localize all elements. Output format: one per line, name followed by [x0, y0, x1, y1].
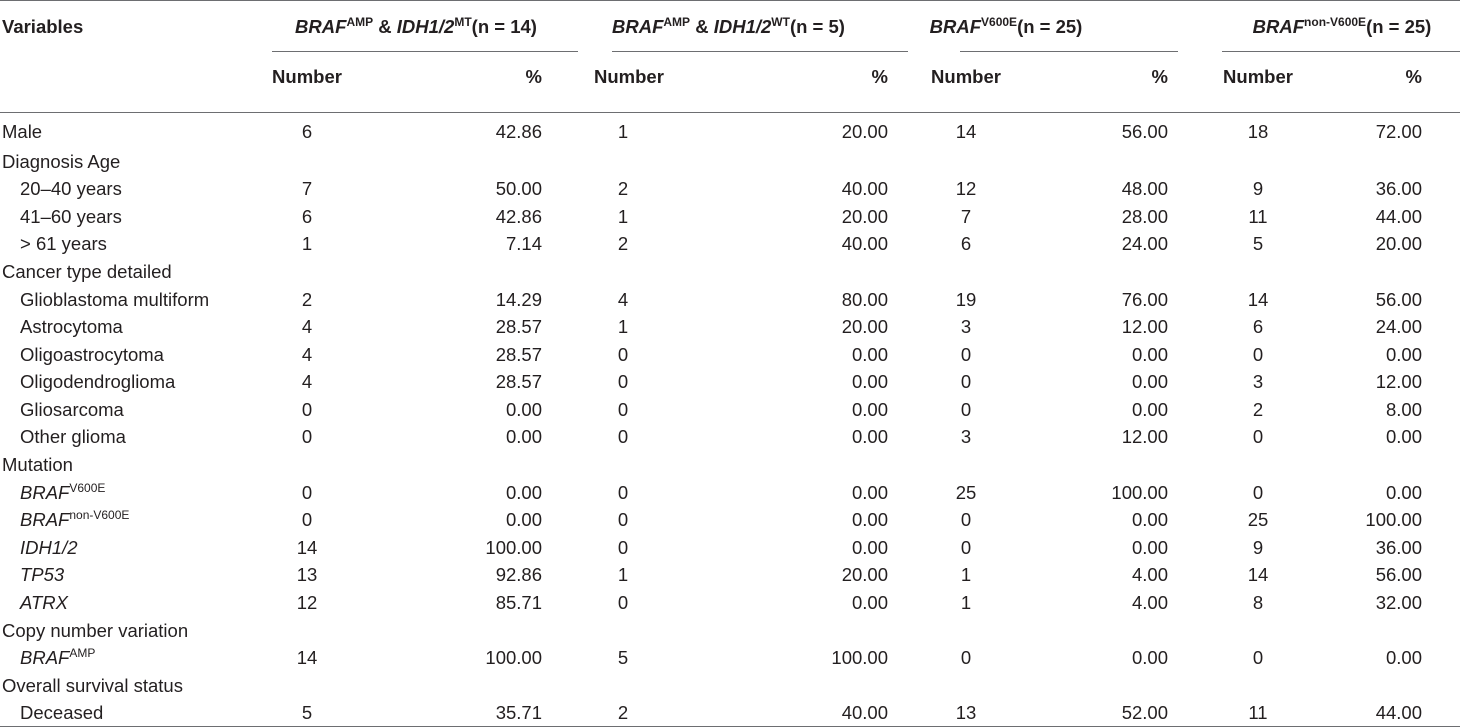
cell-number: 25 [1247, 509, 1269, 531]
cell-number: 4 [301, 343, 313, 365]
cell-number [888, 148, 1014, 176]
row-label-text: IDH1/2 [20, 536, 78, 558]
cell-number: 6 [960, 233, 972, 255]
cell-percent: 56.00 [1375, 288, 1422, 310]
cell-percent: 12.00 [1375, 371, 1422, 393]
pct-header: % [525, 66, 542, 87]
cell-percent: 4.00 [1131, 592, 1168, 614]
cell-number: 7 [301, 178, 313, 200]
row-label-text: 20–40 years [20, 178, 122, 200]
row-label-text: Mutation [2, 454, 73, 476]
cell-percent [342, 617, 548, 645]
cell-number: 6 [301, 205, 313, 227]
cell-percent: 40.00 [841, 178, 888, 200]
cell-percent [1300, 148, 1460, 176]
table-row [0, 534, 1460, 562]
row-label [0, 507, 272, 535]
cell-percent: 20.00 [841, 205, 888, 227]
cell-number: 4 [301, 371, 313, 393]
cell-number: 13 [296, 564, 318, 586]
cell-percent: 0.00 [1385, 481, 1422, 503]
row-label-text: Astrocytoma [20, 316, 123, 338]
cell-percent [342, 258, 548, 286]
group-amp: & [373, 15, 397, 37]
cell-percent: 40.00 [841, 702, 888, 724]
table-row [0, 452, 1460, 480]
group-gene2: IDH1/2 [713, 15, 772, 37]
cell-number: 8 [1252, 592, 1264, 614]
group-gene2-sup: MT [454, 14, 472, 29]
row-label [0, 286, 272, 314]
cell-percent [1014, 148, 1172, 176]
cell-percent: 52.00 [1121, 702, 1168, 724]
row-label-text: Gliosarcoma [20, 398, 124, 420]
cell-number: 5 [301, 702, 313, 724]
row-label-text: ATRX [20, 592, 68, 614]
row-label-text: Diagnosis Age [2, 150, 121, 172]
table-row [0, 203, 1460, 231]
cell-number: 1 [301, 233, 313, 255]
row-label-text: > 61 years [20, 233, 107, 255]
row-label-text: 41–60 years [20, 205, 122, 227]
cell-percent: 12.00 [1121, 316, 1168, 338]
row-label-sup: V600E [69, 480, 106, 495]
cell-number: 18 [1247, 121, 1269, 143]
variables-header: Variables [2, 15, 84, 37]
cell-percent [1014, 452, 1172, 480]
cell-number: 0 [617, 536, 629, 558]
cell-number: 0 [301, 398, 313, 420]
cell-number: 14 [296, 536, 318, 558]
cell-percent: 0.00 [851, 371, 888, 393]
cell-percent: 44.00 [1375, 702, 1422, 724]
row-label-text: Deceased [20, 702, 104, 724]
cell-percent: 35.71 [495, 702, 542, 724]
cell-percent [1300, 452, 1460, 480]
table-row [0, 562, 1460, 590]
row-label [0, 562, 272, 590]
bottom-rule [0, 726, 1460, 727]
row-label [0, 341, 272, 369]
table-row [0, 590, 1460, 618]
row-label-text: BRAF [20, 509, 70, 531]
cell-percent: 0.00 [1131, 536, 1168, 558]
cell-number [888, 617, 1014, 645]
cell-percent: 0.00 [851, 343, 888, 365]
cell-percent: 24.00 [1375, 316, 1422, 338]
group-gene: BRAF [1252, 15, 1305, 37]
row-label-text: BRAF [20, 481, 70, 503]
pct-header: % [1151, 66, 1168, 87]
cell-number: 0 [960, 509, 972, 531]
cell-number: 13 [955, 702, 977, 724]
table-row [0, 396, 1460, 424]
cell-number [888, 672, 1014, 700]
cell-number: 1 [617, 121, 629, 143]
cell-percent: 28.57 [495, 343, 542, 365]
cell-number: 0 [1252, 343, 1264, 365]
cell-number: 11 [1248, 702, 1268, 724]
group-rule [612, 51, 908, 52]
cell-number [272, 452, 342, 480]
cell-number [548, 452, 652, 480]
group-header [832, 0, 1090, 54]
table-row [0, 672, 1460, 700]
cell-percent: 80.00 [841, 288, 888, 310]
cell-number: 14 [1247, 288, 1269, 310]
cell-number: 9 [1252, 178, 1264, 200]
cell-percent: 0.00 [1385, 647, 1422, 669]
cell-number: 0 [301, 509, 313, 531]
row-label [0, 396, 272, 424]
table-row [0, 231, 1460, 259]
table-row [0, 148, 1460, 176]
cell-percent: 56.00 [1375, 564, 1422, 586]
cell-number [1172, 258, 1300, 286]
number-header: Number [594, 66, 664, 87]
cell-percent: 48.00 [1121, 178, 1168, 200]
cell-percent: 0.00 [1385, 426, 1422, 448]
cell-number: 0 [617, 426, 629, 448]
cell-percent: 4.00 [1131, 564, 1168, 586]
table-row [0, 479, 1460, 507]
cell-percent: 0.00 [1385, 343, 1422, 365]
cell-percent: 100.00 [485, 536, 542, 558]
cell-percent [1300, 672, 1460, 700]
group-rule [1222, 51, 1460, 52]
cell-percent: 20.00 [1375, 233, 1422, 255]
cell-number: 12 [296, 592, 318, 614]
row-label-text: Oligoastrocytoma [20, 343, 164, 365]
group-header [272, 0, 548, 54]
cell-number: 12 [955, 178, 977, 200]
cell-number [1172, 617, 1300, 645]
cell-percent: 0.00 [1131, 647, 1168, 669]
cell-number: 0 [1252, 647, 1264, 669]
cell-percent: 0.00 [851, 509, 888, 531]
row-label-text: BRAF [20, 647, 70, 669]
cell-number: 0 [617, 398, 629, 420]
cell-percent: 0.00 [851, 426, 888, 448]
cell-number [888, 452, 1014, 480]
cell-percent [342, 672, 548, 700]
group-gene2: IDH1/2 [396, 15, 455, 37]
row-label-text: Cancer type detailed [2, 260, 172, 282]
row-label-text: TP53 [20, 564, 65, 586]
cell-number: 0 [617, 592, 629, 614]
row-label [0, 231, 272, 259]
table-row [0, 507, 1460, 535]
cell-percent [342, 452, 548, 480]
cell-percent: 36.00 [1375, 536, 1422, 558]
table-row [0, 369, 1460, 397]
table-row [0, 617, 1460, 645]
cell-percent [1300, 258, 1460, 286]
cell-percent: 20.00 [841, 564, 888, 586]
cell-number: 25 [955, 481, 977, 503]
cell-percent: 0.00 [851, 481, 888, 503]
group-gene-sup: non-V600E [1304, 14, 1367, 29]
cell-percent: 0.00 [1131, 371, 1168, 393]
group-gene-sup: V600E [981, 14, 1018, 29]
cell-percent: 0.00 [505, 398, 542, 420]
group-gene: BRAF [295, 15, 347, 37]
cell-number: 1 [960, 592, 972, 614]
cell-number: 0 [617, 371, 629, 393]
cell-percent: 0.00 [505, 509, 542, 531]
cell-percent [652, 672, 888, 700]
number-header: Number [1223, 66, 1293, 87]
row-label-text: Copy number variation [2, 619, 189, 641]
cell-number: 14 [955, 121, 977, 143]
group-gene: BRAF [612, 15, 664, 37]
cell-percent: 0.00 [851, 536, 888, 558]
cell-number: 3 [960, 426, 972, 448]
cell-percent: 56.00 [1121, 121, 1168, 143]
row-label-text: Glioblastoma multiform [20, 288, 210, 310]
row-label [0, 148, 272, 176]
cell-percent: 100.00 [831, 647, 888, 669]
table-row [0, 113, 1460, 149]
cell-number: 0 [960, 398, 972, 420]
cell-percent: 0.00 [1131, 509, 1168, 531]
data-table [0, 0, 1460, 54]
group-rule [960, 51, 1178, 52]
cell-number: 2 [617, 233, 629, 255]
table-row [0, 424, 1460, 452]
cell-number: 14 [1247, 564, 1269, 586]
cell-percent: 100.00 [1111, 481, 1168, 503]
cell-percent: 36.00 [1375, 178, 1422, 200]
cell-percent: 0.00 [851, 592, 888, 614]
cell-number: 2 [617, 178, 629, 200]
cell-number: 0 [960, 343, 972, 365]
row-label [0, 672, 272, 700]
cell-number: 0 [617, 343, 629, 365]
cell-number: 0 [960, 647, 972, 669]
cell-number: 0 [617, 481, 629, 503]
cell-percent [652, 452, 888, 480]
cell-number: 2 [1252, 398, 1264, 420]
cell-number: 4 [617, 288, 629, 310]
cell-number: 2 [301, 288, 313, 310]
cell-percent: 44.00 [1375, 205, 1422, 227]
row-label [0, 176, 272, 204]
cell-number [548, 148, 652, 176]
cell-percent: 76.00 [1121, 288, 1168, 310]
cell-percent [1014, 258, 1172, 286]
cell-number: 0 [1252, 426, 1264, 448]
table-row [0, 258, 1460, 286]
cell-percent [1014, 672, 1172, 700]
cell-percent: 50.00 [495, 178, 542, 200]
cell-percent [652, 258, 888, 286]
cell-percent: 0.00 [1131, 343, 1168, 365]
group-gene-sup: AMP [346, 14, 374, 29]
row-label-text: Other glioma [20, 426, 126, 448]
cell-number [272, 148, 342, 176]
cell-number: 14 [296, 647, 318, 669]
number-header: Number [931, 66, 1001, 87]
cell-percent: 20.00 [841, 316, 888, 338]
group-gene-sup: AMP [663, 14, 691, 29]
cell-percent: 24.00 [1121, 233, 1168, 255]
cell-percent: 42.86 [495, 205, 542, 227]
cell-percent [652, 148, 888, 176]
cell-number: 0 [960, 371, 972, 393]
cell-percent [342, 148, 548, 176]
table-row [0, 176, 1460, 204]
row-label-text: Oligodendroglioma [20, 371, 176, 393]
cell-number: 1 [617, 205, 629, 227]
table-body [0, 113, 1460, 728]
cell-percent: 100.00 [485, 647, 542, 669]
row-label-text: Male [2, 121, 43, 143]
cell-number: 6 [301, 121, 313, 143]
cell-number: 1 [617, 316, 629, 338]
cell-number: 4 [301, 316, 313, 338]
table-row [0, 286, 1460, 314]
cell-percent: 72.00 [1375, 121, 1422, 143]
cell-number: 2 [617, 702, 629, 724]
cell-number: 19 [955, 288, 977, 310]
cell-percent: 0.00 [1131, 398, 1168, 420]
group-n: (n = 5) [789, 15, 845, 37]
cell-percent: 42.86 [495, 121, 542, 143]
cell-percent: 0.00 [505, 481, 542, 503]
cell-number: 5 [1252, 233, 1264, 255]
cell-number [1172, 148, 1300, 176]
row-label-sup: AMP [69, 646, 96, 661]
cell-percent: 32.00 [1375, 592, 1422, 614]
row-label-sup: non-V600E [69, 508, 130, 523]
cell-number: 0 [301, 426, 313, 448]
cell-percent: 92.86 [495, 564, 542, 586]
group-gene2-sup: WT [771, 14, 790, 29]
cell-percent: 8.00 [1385, 398, 1422, 420]
number-header: Number [272, 66, 342, 87]
cell-percent [652, 617, 888, 645]
data-table-body [0, 54, 1460, 727]
cell-number: 0 [960, 536, 972, 558]
cell-percent: 0.00 [505, 426, 542, 448]
cell-percent [1014, 617, 1172, 645]
table-row [0, 645, 1460, 673]
row-label [0, 258, 272, 286]
row-label [0, 479, 272, 507]
pct-header: % [871, 66, 888, 87]
group-n: (n = 25) [1017, 15, 1083, 37]
cell-number [888, 258, 1014, 286]
row-label [0, 700, 272, 728]
pct-header: % [1405, 66, 1422, 87]
group-header [548, 0, 845, 54]
group-gene: BRAF [929, 15, 982, 37]
cell-number: 0 [617, 509, 629, 531]
row-label-text: Overall survival status [2, 674, 183, 696]
group-rule [272, 51, 578, 52]
group-n: (n = 25) [1366, 15, 1432, 37]
cell-percent: 7.14 [505, 233, 542, 255]
cell-number [548, 617, 652, 645]
cell-percent: 0.00 [851, 398, 888, 420]
group-n: (n = 14) [471, 15, 537, 37]
cell-percent: 28.00 [1121, 205, 1168, 227]
cell-number [1172, 452, 1300, 480]
row-label [0, 590, 272, 618]
row-label [0, 424, 272, 452]
top-rule [0, 0, 1460, 1]
cell-number: 1 [960, 564, 972, 586]
row-label [0, 314, 272, 342]
cell-percent: 14.29 [495, 288, 542, 310]
cell-percent: 12.00 [1121, 426, 1168, 448]
cell-number [548, 258, 652, 286]
row-label [0, 645, 272, 673]
cell-number: 7 [960, 205, 972, 227]
cell-number: 5 [617, 647, 629, 669]
header-row-subcols [0, 54, 1460, 113]
cell-percent: 28.57 [495, 316, 542, 338]
table-row [0, 341, 1460, 369]
group-amp: & [690, 15, 714, 37]
cell-number: 0 [1252, 481, 1264, 503]
cell-number [548, 672, 652, 700]
group-header [1090, 0, 1460, 54]
cell-percent: 20.00 [841, 121, 888, 143]
cell-number [1172, 672, 1300, 700]
cell-percent: 40.00 [841, 233, 888, 255]
cell-number: 3 [960, 316, 972, 338]
cell-number: 0 [301, 481, 313, 503]
row-label [0, 369, 272, 397]
table-row [0, 700, 1460, 728]
row-label [0, 452, 272, 480]
cell-number [272, 617, 342, 645]
cell-number: 6 [1252, 316, 1264, 338]
cell-number: 1 [617, 564, 629, 586]
blank-header [0, 54, 272, 113]
cell-number: 9 [1252, 536, 1264, 558]
row-label [0, 203, 272, 231]
header-row-groups [0, 0, 1460, 54]
cell-percent: 85.71 [495, 592, 542, 614]
cell-number [272, 258, 342, 286]
cell-number [272, 672, 342, 700]
cell-number: 3 [1252, 371, 1264, 393]
row-label [0, 113, 272, 149]
cell-percent [1300, 617, 1460, 645]
cell-percent: 100.00 [1365, 509, 1422, 531]
cell-percent: 28.57 [495, 371, 542, 393]
row-label [0, 617, 272, 645]
cell-number: 11 [1248, 205, 1268, 227]
table-row [0, 314, 1460, 342]
row-label [0, 534, 272, 562]
